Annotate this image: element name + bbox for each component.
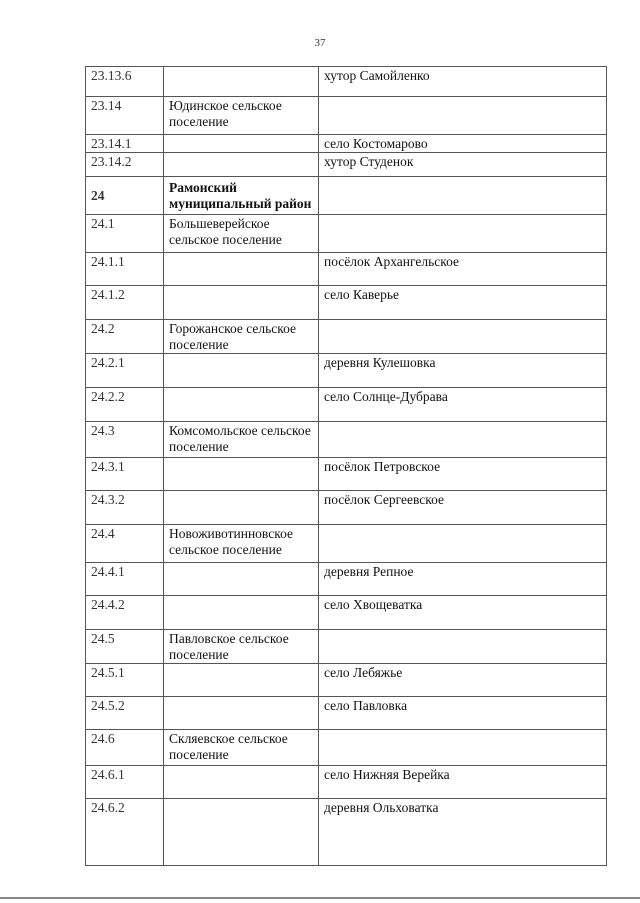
settlement-cell — [164, 596, 319, 630]
locality-cell: деревня Ольховатка — [319, 799, 607, 866]
row-number-cell: 24.1.1 — [86, 253, 164, 286]
table-row — [86, 286, 607, 320]
row-number-cell: 24.2 — [86, 320, 164, 354]
table-row — [86, 730, 607, 766]
locality-cell — [319, 215, 607, 253]
table-body — [86, 67, 607, 866]
settlement-cell: Комсомольское сельское поселение — [164, 422, 319, 458]
table-row — [86, 697, 607, 730]
table-row — [86, 799, 607, 866]
table-row — [86, 491, 607, 525]
settlement-cell — [164, 697, 319, 730]
row-number-cell: 23.14.1 — [86, 135, 164, 153]
locality-cell — [319, 525, 607, 563]
locality-cell: село Лебяжье — [319, 664, 607, 697]
table-row — [86, 215, 607, 253]
row-number-cell: 24.6.2 — [86, 799, 164, 866]
settlement-cell: Скляевское сельское поселение — [164, 730, 319, 766]
table-row — [86, 630, 607, 664]
settlement-cell — [164, 388, 319, 422]
settlement-cell — [164, 799, 319, 866]
table-row — [86, 664, 607, 697]
settlement-cell — [164, 563, 319, 596]
bottom-rule — [0, 897, 640, 899]
table-row — [86, 320, 607, 354]
row-number-cell: 24.4.1 — [86, 563, 164, 596]
table-row — [86, 67, 607, 97]
settlement-cell — [164, 253, 319, 286]
settlement-cell — [164, 354, 319, 388]
row-number-cell: 24.3 — [86, 422, 164, 458]
settlement-cell — [164, 135, 319, 153]
settlement-cell — [164, 458, 319, 491]
settlement-cell — [164, 491, 319, 525]
locality-cell: село Каверье — [319, 286, 607, 320]
row-number-cell: 24.3.2 — [86, 491, 164, 525]
table-row — [86, 153, 607, 177]
locality-cell: посёлок Сергеевское — [319, 491, 607, 525]
table-row — [86, 97, 607, 135]
row-number-cell: 24.2.2 — [86, 388, 164, 422]
settlement-cell — [164, 286, 319, 320]
row-number-cell: 24.2.1 — [86, 354, 164, 388]
settlement-cell — [164, 67, 319, 97]
row-number-cell: 24.5.2 — [86, 697, 164, 730]
locality-cell: хутор Самойленко — [319, 67, 607, 97]
table-row — [86, 596, 607, 630]
locality-cell: хутор Студенок — [319, 153, 607, 177]
settlements-table — [85, 66, 607, 866]
row-number-cell: 23.13.6 — [86, 67, 164, 97]
settlement-cell — [164, 664, 319, 697]
district-row — [86, 177, 607, 215]
settlement-cell — [164, 153, 319, 177]
locality-cell — [319, 730, 607, 766]
locality-cell — [319, 320, 607, 354]
row-number-cell: 24.6.1 — [86, 766, 164, 799]
table-row — [86, 253, 607, 286]
table-row — [86, 458, 607, 491]
table-row — [86, 525, 607, 563]
row-number-cell: 24.3.1 — [86, 458, 164, 491]
locality-cell: село Хвощеватка — [319, 596, 607, 630]
settlement-cell: Большеверейское сельское поселение — [164, 215, 319, 253]
row-number-cell: 24.6 — [86, 730, 164, 766]
locality-cell: деревня Репное — [319, 563, 607, 596]
row-number-cell: 24.5.1 — [86, 664, 164, 697]
locality-cell: посёлок Петровское — [319, 458, 607, 491]
settlement-cell: Юдинское сельское поселение — [164, 97, 319, 135]
locality-cell: посёлок Архангельское — [319, 253, 607, 286]
row-number-cell: 23.14 — [86, 97, 164, 135]
locality-cell: село Нижняя Верейка — [319, 766, 607, 799]
locality-cell — [319, 177, 607, 215]
table-row — [86, 354, 607, 388]
table-row — [86, 135, 607, 153]
row-number-cell: 24.4.2 — [86, 596, 164, 630]
table-row — [86, 388, 607, 422]
table-row — [86, 422, 607, 458]
table-row — [86, 766, 607, 799]
locality-cell: деревня Кулешовка — [319, 354, 607, 388]
settlement-cell — [164, 766, 319, 799]
row-number-cell: 24.5 — [86, 630, 164, 664]
row-number-cell: 24.4 — [86, 525, 164, 563]
row-number-cell: 23.14.2 — [86, 153, 164, 177]
locality-cell — [319, 97, 607, 135]
locality-cell: село Павловка — [319, 697, 607, 730]
settlement-cell: Горожанское сельское поселение — [164, 320, 319, 354]
row-number-cell: 24.1.2 — [86, 286, 164, 320]
settlement-cell: Новоживотинновское сельское поселение — [164, 525, 319, 563]
locality-cell — [319, 422, 607, 458]
table-row — [86, 563, 607, 596]
locality-cell: село Солнце-Дубрава — [319, 388, 607, 422]
locality-cell: село Костомарово — [319, 135, 607, 153]
settlement-cell: Павловское сельское поселение — [164, 630, 319, 664]
row-number-cell: 24 — [86, 177, 164, 215]
page-number: 37 — [314, 37, 326, 49]
row-number-cell: 24.1 — [86, 215, 164, 253]
locality-cell — [319, 630, 607, 664]
settlement-cell: Рамонский муниципальный район — [164, 177, 319, 215]
